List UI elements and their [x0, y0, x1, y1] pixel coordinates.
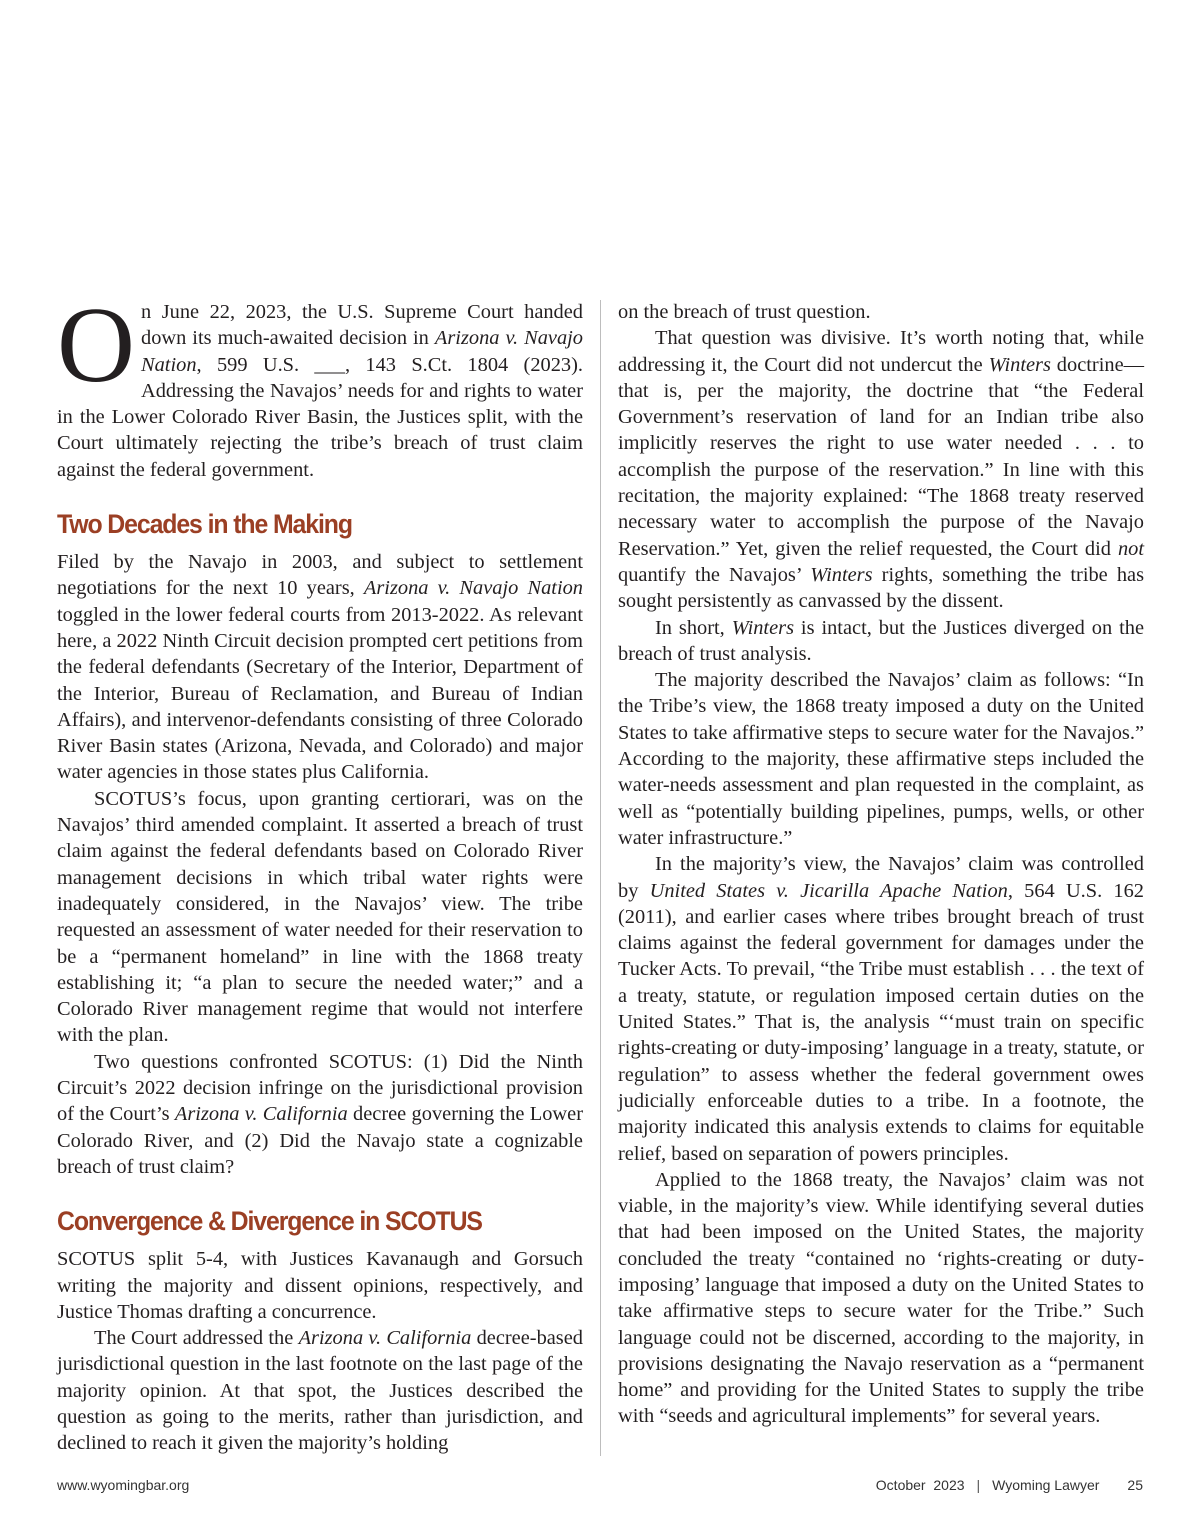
drop-cap: O [57, 286, 135, 405]
article-column-left [57, 286, 584, 1457]
italic-text: Arizona v. Navajo Nation [363, 577, 583, 600]
italic-text: Arizona v. Navajo Nation [141, 327, 584, 376]
text-run: n June 22, 2023, the U.S. Supreme Court handed down its much-awaited decision in [141, 301, 583, 350]
footer-issue-date: October 2023 [875, 1477, 965, 1493]
paragraph [57, 786, 583, 1049]
text-run: SCOTUS split 5-4, with Justices Kavanaugh and Gorsuch writing the majority and dissent opinions, respectively, and Justice Thomas drafting a concurrence. [57, 1248, 583, 1323]
text-run: quantify the Navajos’ [618, 563, 811, 586]
text-run: , 564 U.S. 162 (2011), and earlier cases where tribes brought breach of trust claims against the federal government for damages under the Tucker Acts. To prevail, “the Tribe must establish . . . the text of a treaty, statute, or regulation imposed certain duties on the United States.” That is, the analysis “‘must train on specific rights-creating or duty-imposing’ language in a treaty, statute, or regulation” to assess whether the federal government owes judicially enforceable duties to a tribe. In a footnote, the majority indicated this analysis extends to claims for equitable relief, based on separation of powers principles. [618, 879, 1145, 1165]
column-divider [600, 300, 601, 1456]
paragraph [618, 1167, 1144, 1430]
text-run: That question was divisive. It’s worth noting that, while addressing it, the Court did not undercut the [618, 327, 1144, 376]
text-run: Filed by the Navajo in 2003, and subject to settlement negotiations for the next 10 years, [57, 551, 583, 600]
italic-text: Arizona v. California [298, 1327, 472, 1350]
text-run: Applied to the 1868 treaty, the Navajos’ claim was not viable, in the majority’s view. While identifying several duties that had been imposed on the United States, the majority concluded the treaty “contained no ‘rights-creating or duty-imposing’ language that imposed a duty on the United States to take affirmative steps to secure water for the Tribe.” Such language could not be discerned, according to the majority, in provisions designating the Navajo reservation as a “permanent home” and providing for the United States to supply the tribe with “seeds and agricultural implements” for several years. [618, 1168, 1144, 1428]
paragraph [57, 1246, 583, 1325]
text-run: on the breach of trust question. [618, 301, 871, 323]
text-run: toggled in the lower federal courts from 2013-2022. As relevant here, a 2022 Ninth Circuit decision prompted cert petitions from the federal defendants (Secretary of the Interior, Department of the Interior, Bureau of Reclamation, and Bureau of Indian Affairs), and intervenor-defendants consisting of three Colorado River Basin states (Arizona, Nevada, and Colorado) and major water agencies in those states plus California. [57, 603, 583, 784]
text-run: , 599 U.S. ___, 143 S.Ct. 1804 (2023). Addressing the Navajos’ needs for and rights to water in the Lower Colorado River Basin, the Justices split, with the Court ultimately rejecting the tribe’s breach of trust claim against the federal government. [57, 353, 583, 481]
text-run: In the majority’s view, the Navajos’ claim was controlled by [618, 853, 1144, 902]
italic-text: Arizona v. California [174, 1103, 348, 1126]
italic-text: Winters [810, 563, 873, 586]
paragraph [57, 1049, 583, 1180]
lead-paragraph [57, 286, 584, 483]
footer-issue-info [876, 1477, 1143, 1493]
text-run: is intact, but the Justices diverged on the breach of trust analysis. [618, 616, 1144, 665]
footer-website: www.wyomingbar.org [57, 1477, 190, 1493]
paragraph [618, 299, 1144, 325]
footer-publication: Wyoming Lawyer [992, 1477, 1100, 1493]
text-run: SCOTUS’s focus, upon granting certiorari, was on the Navajos’ third amended complaint. It asserted a breach of trust claim against the federal defendants based on Colorado River management decisions in which tribal water rights were inadequately considered, in the Navajos’ view. The tribe requested an assessment of water needed for their reservation to be a “permanent homeland” in line with the 1868 treaty establishing it; “a plan to secure the needed water;” and a Colorado River management regime that would not interfere with the plan. [57, 787, 583, 1047]
paragraph [618, 615, 1144, 668]
italic-text: United States v. Jicarilla Apache Nation [649, 879, 1008, 902]
paragraph [57, 1325, 583, 1456]
text-run: In short, [655, 616, 732, 639]
italic-text: not [1117, 537, 1144, 560]
section-heading: Two Decades in the Making [57, 509, 352, 540]
paragraph [618, 667, 1144, 851]
text-run: The Court addressed the [94, 1327, 299, 1350]
text-run: rights, something the tribe has sought persistently as canvassed by the dissent. [618, 563, 1145, 613]
text-run: doctrine—that is, per the majority, the doctrine that “the Federal Government’s reservation of land for an Indian tribe also implicitly reserves the right to use water needed . . . to accomplish the purpose of the reservation.” In line with this recitation, the majority explained: “The 1868 treaty reserved necessary water to accomplish the purpose of the Navajo Reservation.” Yet, given the relief requested, the Court did [618, 353, 1145, 560]
text-run: The majority described the Navajos’ claim as follows: “In the Tribe’s view, the 1868 treaty imposed a duty on the United States to take affirmative steps to secure water for the Navajos.” According to the majority, these affirmative steps included the water-needs assessment and plan requested in the complaint, as well as “potentially building pipelines, pumps, wells, or other water infrastructure.” [618, 669, 1144, 849]
section-heading: Convergence & Divergence in SCOTUS [57, 1206, 482, 1237]
text-run: decree-based jurisdictional question in the last footnote on the last page of the majority opinion. At that spot, the Justices described the question as going to the merits, rather than jurisdiction, and declined to reach it given the majority’s holding [57, 1327, 583, 1455]
footer-separator: | [976, 1477, 981, 1493]
text-run: Two questions confronted SCOTUS: (1) Did the Ninth Circuit’s 2022 decision infringe on the jurisdictional provision of the Court’s [57, 1050, 583, 1126]
text-run: decree governing the Lower Colorado River, and (2) Did the Navajo state a cognizable breach of trust claim? [57, 1103, 583, 1178]
paragraph [618, 851, 1144, 1167]
paragraph [618, 325, 1144, 614]
italic-text: Winters [988, 353, 1051, 376]
italic-text: Winters [731, 616, 795, 639]
paragraph [57, 549, 583, 786]
footer-page-number: 25 [1127, 1477, 1143, 1493]
article-column-right [618, 299, 1144, 1430]
